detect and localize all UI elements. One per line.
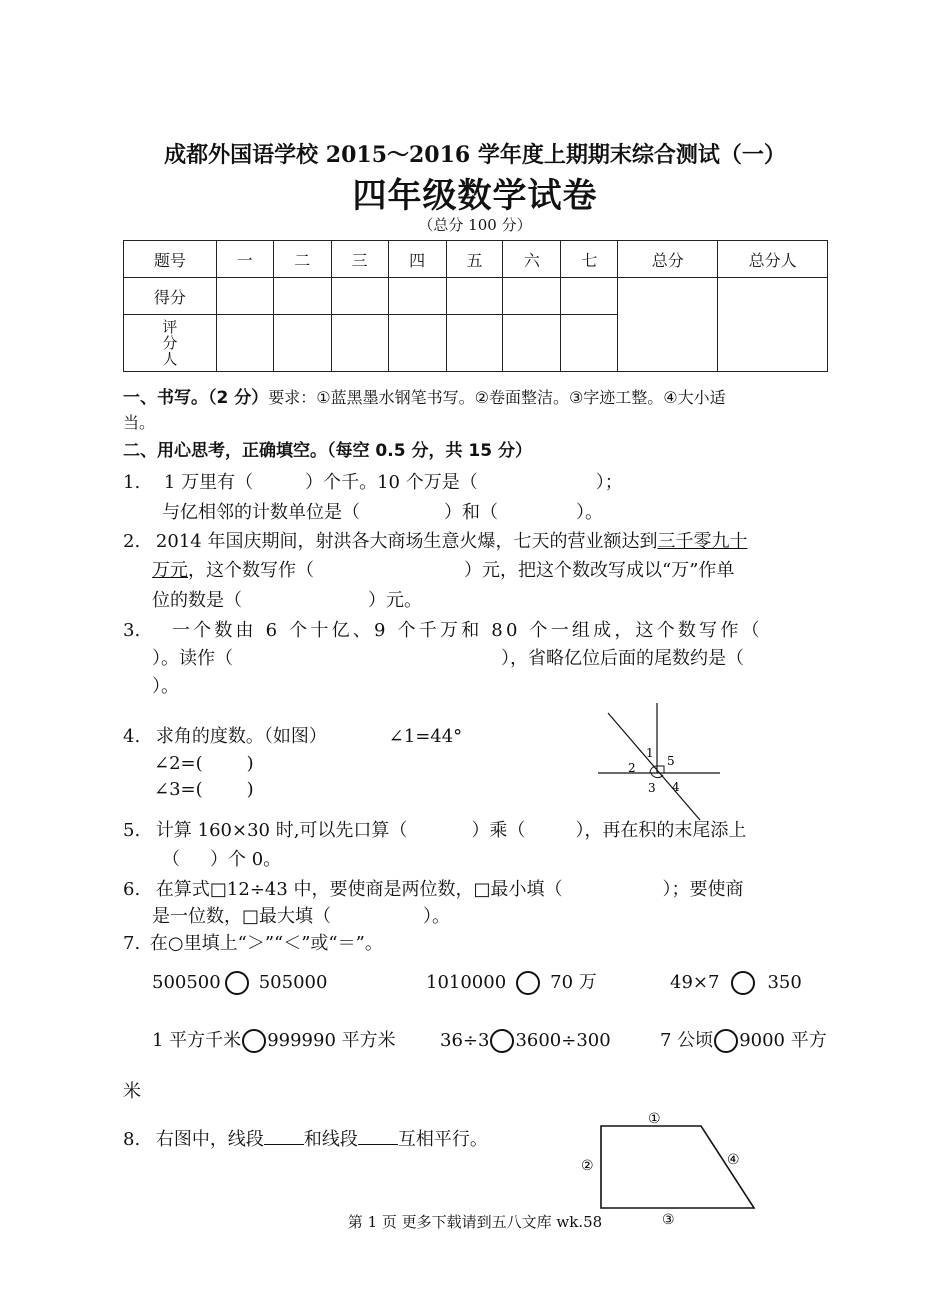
question-8: 8. 右图中，线段 和线段 互相平行。	[123, 1124, 488, 1154]
compare-circle[interactable]	[731, 971, 755, 995]
grader-cell[interactable]	[388, 315, 446, 372]
header-cell: 七	[561, 241, 618, 278]
segment-label: ①	[648, 1111, 661, 1127]
question-6: 6. 在算式□12÷43 中，要使商是两位数，□最小填（ ）；要使商	[123, 879, 744, 900]
grader-cell[interactable]	[446, 315, 503, 372]
score-cell[interactable]	[561, 278, 618, 315]
question-7-wrap: 米	[123, 1081, 141, 1102]
angle-label: 5	[667, 754, 675, 768]
compare-circle[interactable]	[516, 971, 540, 995]
header-cell: 二	[273, 241, 331, 278]
grader-cell[interactable]	[273, 315, 331, 372]
angle-label: 4	[672, 780, 680, 794]
question-1-line2: 与亿相邻的计数单位是（ ）和（ ）。	[162, 502, 603, 523]
segment-label: ④	[727, 1152, 740, 1168]
segment-label: ③	[662, 1212, 675, 1228]
total-score-note: （总分 100 分）	[418, 216, 532, 234]
angle-2-line: ∠2=( )	[154, 753, 254, 774]
compare-circle[interactable]	[225, 971, 249, 995]
angle-3-line: ∠3=( )	[154, 779, 254, 800]
grader-cell[interactable]	[331, 315, 388, 372]
score-cell[interactable]	[388, 278, 446, 315]
grader-row-label: 评 分 人	[124, 315, 217, 372]
section-1: 一、书写。（2 分）要求：①蓝黑墨水钢笔书写。②卷面整洁。③字迹工整。④大小适	[123, 388, 726, 408]
angle-label: 2	[628, 761, 636, 775]
section-1-cont: 当。	[123, 413, 156, 432]
grader-cell[interactable]	[503, 315, 561, 372]
question-5-line2: （ ）个 0。	[162, 849, 282, 870]
question-3-line3: ）。	[152, 676, 179, 697]
score-cell[interactable]	[273, 278, 331, 315]
total-grader-cell[interactable]	[718, 278, 828, 372]
section-2-heading: 二、用心思考，正确填空。（每空 0.5 分，共 15 分）	[123, 441, 532, 461]
exam-header-line: 成都外国语学校 2015～2016 学年度上期期末综合测试（一）	[164, 142, 786, 168]
score-cell[interactable]	[331, 278, 388, 315]
header-cell: 题号	[124, 241, 217, 278]
question-5: 5. 计算 160×30 时,可以先口算（ ）乘（ ），再在积的末尾添上	[123, 820, 747, 841]
question-2-line3: 位的数是（ ）元。	[152, 590, 422, 611]
question-1: 1. 1 万里有（ ）个千。10 个万是（ ）；	[123, 472, 623, 493]
answer-blank[interactable]	[264, 1124, 304, 1145]
compare-item: 500500 505000	[152, 972, 328, 993]
compare-item: 7 公顷 9000 平方	[660, 1030, 827, 1051]
compare-circle[interactable]	[714, 1029, 738, 1053]
header-cell: 总分人	[718, 241, 828, 278]
compare-item: 36÷3 3600÷300	[440, 1030, 611, 1051]
compare-item: 49×7 350	[670, 972, 802, 993]
score-table-header-row	[124, 241, 828, 278]
score-cell[interactable]	[446, 278, 503, 315]
header-cell: 三	[331, 241, 388, 278]
question-2-line2: 万元，这个数写作（ ）元，把这个数改写成以“万”作单	[152, 560, 735, 581]
score-cell[interactable]	[216, 278, 273, 315]
grader-cell[interactable]	[561, 315, 618, 372]
segment-label: ②	[581, 1158, 594, 1174]
score-row-label: 得分	[124, 278, 217, 315]
header-cell: 六	[503, 241, 561, 278]
grader-cell[interactable]	[216, 315, 273, 372]
compare-circle[interactable]	[490, 1029, 514, 1053]
compare-item: 1 平方千米 999990 平方米	[152, 1030, 396, 1051]
question-6-line2: 是一位数，□最大填（ ）。	[152, 906, 451, 927]
page-title: 四年级数学试卷	[352, 176, 598, 216]
header-cell: 四	[388, 241, 446, 278]
angle-figure	[590, 695, 730, 825]
question-7: 7. 在○里填上“＞”“＜”或“＝”。	[123, 933, 383, 954]
answer-blank[interactable]	[358, 1124, 398, 1145]
question-2: 2. 2014 年国庆期间，射洪各大商场生意火爆，七天的营业额达到三千零九十	[123, 531, 748, 552]
question-4: 4. 求角的度数。（如图） ∠1=44°	[123, 726, 463, 747]
question-3: 3. 一个数由 6 个十亿、9 个千万和 80 个一组成，这个数写作（	[123, 620, 763, 641]
header-cell: 一	[216, 241, 273, 278]
angle-label: 1	[646, 746, 654, 760]
score-table	[123, 240, 828, 372]
header-cell: 五	[446, 241, 503, 278]
compare-item: 1010000 70 万	[426, 972, 597, 993]
compare-circle[interactable]	[242, 1029, 266, 1053]
question-3-line2: ）。读作（ ），省略亿位后面的尾数约是（	[152, 648, 744, 669]
page-footer: 第 1 页 更多下载请到五八文库 wk.58	[347, 1213, 603, 1231]
header-cell: 总分	[618, 241, 718, 278]
score-cell[interactable]	[503, 278, 561, 315]
score-row	[124, 278, 828, 315]
angle-label: 3	[648, 781, 656, 795]
total-score-cell[interactable]	[618, 278, 718, 372]
